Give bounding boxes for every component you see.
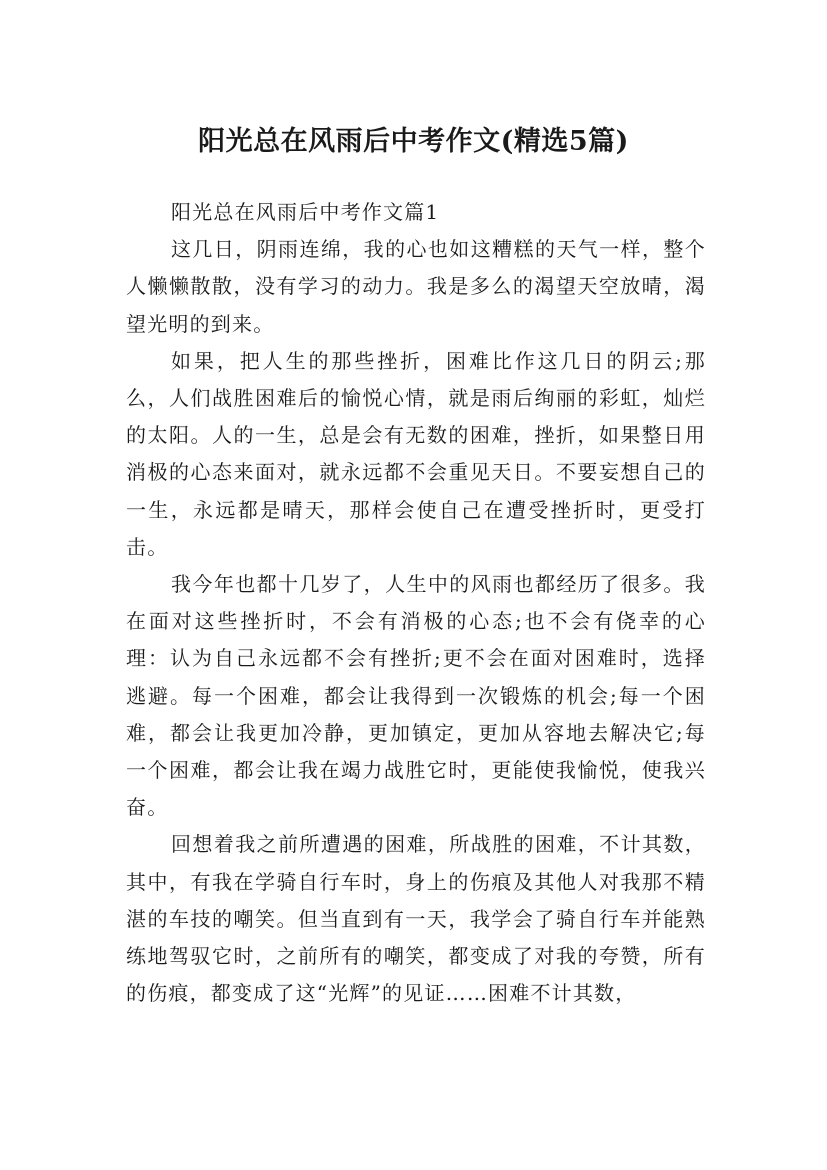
paragraph-4: 回想着我之前所遭遇的困难，所战胜的困难，不计其数，其中，有我在学骑自行车时，身上的伤痕及其他人对我那不精湛的车技的嘲笑。但当直到有一天，我学会了骑自行车并能熟练地驾驭它时，之前所有的嘲笑，都变成了对我的夸赞，所有的伤痕，都变成了这“光辉”的见证……困难不计其数，	[126, 832, 706, 1006]
section-heading: 阳光总在风雨后中考作文篇1	[171, 200, 440, 224]
document-title: 阳光总在风雨后中考作文(精选5篇)	[198, 126, 629, 158]
paragraph-3: 我今年也都十几岁了，人生中的风雨也都经历了很多。我在面对这些挫折时，不会有消极的心态;也不会有侥幸的心理：认为自己永远都不会有挫折;更不会在面对困难时，选择逃避。每一个困难，都会让我得到一次锻炼的机会;每一个困难，都会让我更加冷静，更加镇定，更加从容地去解决它;每一个困难，都会让我在竭力战胜它时，更能使我愉悦，使我兴奋。	[126, 572, 706, 820]
paragraph-1: 这几日，阴雨连绵，我的心也如这糟糕的天气一样，整个人懒懒散散，没有学习的动力。我是多么的渴望天空放晴，渴望光明的到来。	[126, 237, 706, 336]
document-body	[126, 194, 706, 1012]
paragraph-2: 如果，把人生的那些挫折，困难比作这几日的阴云;那么，人们战胜困难后的愉悦心情，就是雨后绚丽的彩虹，灿烂的太阳。人的一生，总是会有无数的困难，挫折，如果整日用消极的心态来面对，就永远都不会重见天日。不要妄想自己的一生，永远都是晴天，那样会使自己在遭受挫折时，更受打击。	[126, 348, 706, 559]
